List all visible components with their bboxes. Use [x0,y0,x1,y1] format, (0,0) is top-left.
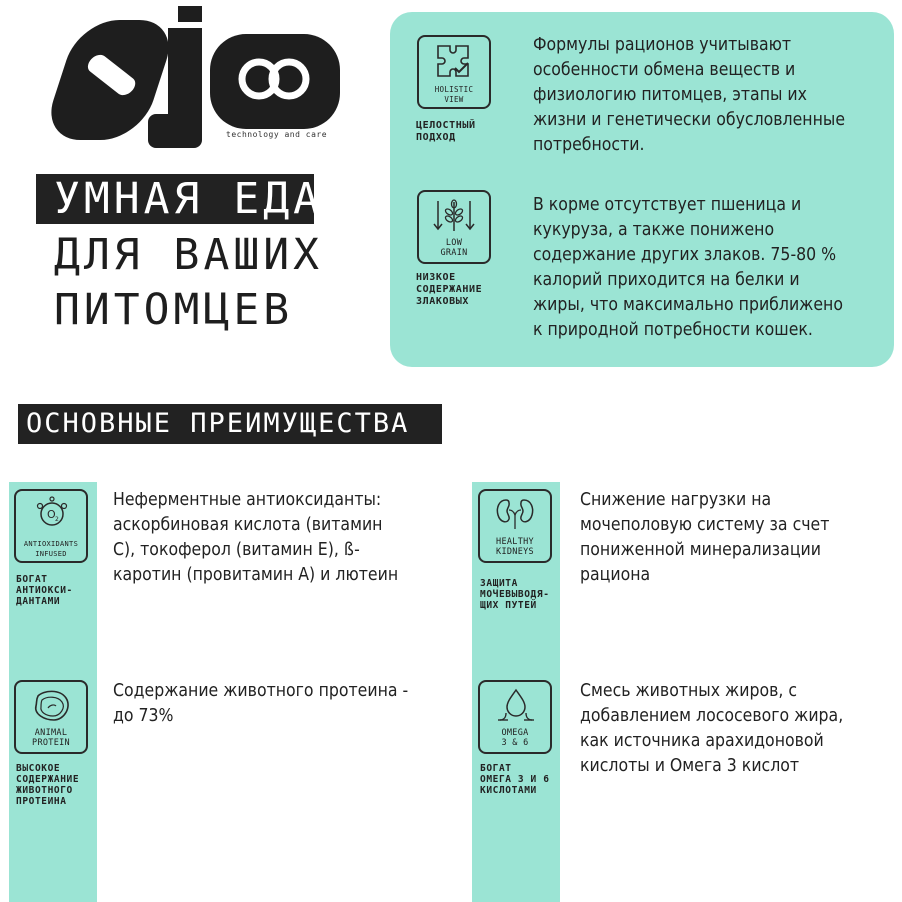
text-line: содержание других злаков. 75-80 % [533,245,837,265]
label-line: ДАНТАМИ [16,596,61,607]
icon-caption: OMEGA [501,728,529,738]
text-line: мочеполовую систему за счет [580,515,830,535]
icon-caption: HOLISTIC [434,85,474,94]
text-line: кислоты и Омега 3 кислот [580,756,800,776]
text-line: жиры, что максимально приближено [533,295,843,315]
text-line: Неферментные антиоксиданты: [113,490,382,510]
kidneys-label [480,578,550,611]
headline-line-3: ПИТОМЦЕВ [54,285,294,335]
icon-caption: VIEW [444,95,464,104]
icon-caption: HEALTHY [496,537,534,547]
text-line: как источника арахидоновой [580,731,824,751]
text-line: калорий приходится на белки и [533,270,800,290]
text-line: добавлением лососевого жира, [580,706,844,726]
animal-protein-description [113,679,408,729]
label-line: ЗАЩИТА [480,578,518,589]
icon-caption: INFUSED [35,550,67,558]
svg-text:2: 2 [55,516,59,523]
omega-badge [478,680,552,754]
low-grain-badge [417,190,491,264]
text-line: физиологию питомцев, этапы их [533,85,807,105]
text-line: к природной потребности кошек. [533,320,813,340]
holistic-label [416,120,476,144]
label-line: БОГАТ [480,763,512,774]
omega-description [580,679,843,779]
kidneys-description [580,488,829,588]
text-line: С), токоферол (витамин Е), ß- [113,540,360,560]
text-line: Формулы рационов учитывают [533,35,792,55]
o2-molecule-icon [34,496,70,532]
label-line: КИСЛОТАМИ [480,785,537,796]
healthy-kidneys-badge [478,489,552,563]
svg-text:O: O [47,508,56,521]
text-line: каротин (провитамин А) и лютеин [113,565,399,585]
icon-caption: PROTEIN [32,738,70,748]
label-line: АНТИОКСИ- [16,585,73,596]
text-line: пониженной минерализации [580,540,822,560]
label-line: СОДЕРЖАНИЕ [16,774,80,785]
label-line: ПОДХОД [416,132,456,143]
low-grain-description [533,193,843,343]
omega-drop-icon [496,687,536,723]
text-line: жизни и генетически обусловленные [533,110,846,130]
label-line: ЗЛАКОВЫХ [416,296,469,307]
icon-caption: 3 & 6 [501,738,529,748]
text-line: потребности. [533,135,645,155]
text-line: В корме отсутствует пшеница и [533,195,802,215]
icon-caption: LOW [445,238,463,248]
text-line: рациона [580,565,651,585]
label-line: СОДЕРЖАНИЕ [416,284,483,295]
label-line: ЩИХ ПУТЕЙ [480,600,537,611]
holistic-description [533,33,845,158]
low-grain-label [416,272,482,308]
text-line: Смесь животных жиров, с [580,681,798,701]
kidneys-icon [494,496,536,532]
label-line: ЦЕЛОСТНЫЙ [416,120,476,131]
text-line: до 73% [113,706,174,726]
brand-tagline: technology and care [226,130,328,139]
icon-caption: ANTIOXIDANTS [23,540,79,548]
label-line: БОГАТ [16,574,48,585]
meat-steak-icon [32,688,72,724]
text-line: кукуруза, а также понижено [533,220,775,240]
headline-line-1: УМНАЯ ЕДА [36,174,314,224]
section-title: ОСНОВНЫЕ ПРЕИМУЩЕСТВА [18,404,442,444]
text-line: Снижение нагрузки на [580,490,772,510]
antioxidants-badge [14,489,88,563]
wheat-arrows-icon [433,198,475,234]
antioxidants-label [16,574,73,607]
text-line: особенности обмена веществ и [533,60,796,80]
omega-label [480,763,550,796]
icon-caption: KIDNEYS [496,547,534,557]
icon-caption: ANIMAL [34,728,68,738]
label-line: НИЗКОЕ [416,272,456,283]
puzzle-check-icon [435,43,473,79]
animal-protein-badge [14,680,88,754]
headline-line-2: ДЛЯ ВАШИХ [54,230,323,280]
label-line: ВЫСОКОЕ [16,763,61,774]
label-line: МОЧЕВЫВОДЯ- [480,589,550,600]
icon-caption: GRAIN [440,248,468,258]
animal-protein-label [16,763,79,807]
holistic-view-badge [417,35,491,109]
label-line: ПРОТЕИНА [16,796,67,807]
label-line: ОМЕГА 3 И 6 [480,774,550,785]
text-line: Содержание животного протеина - [113,681,409,701]
text-line: аскорбиновая кислота (витамин [113,515,383,535]
label-line: ЖИВОТНОГО [16,785,73,796]
antioxidants-description [113,488,398,588]
